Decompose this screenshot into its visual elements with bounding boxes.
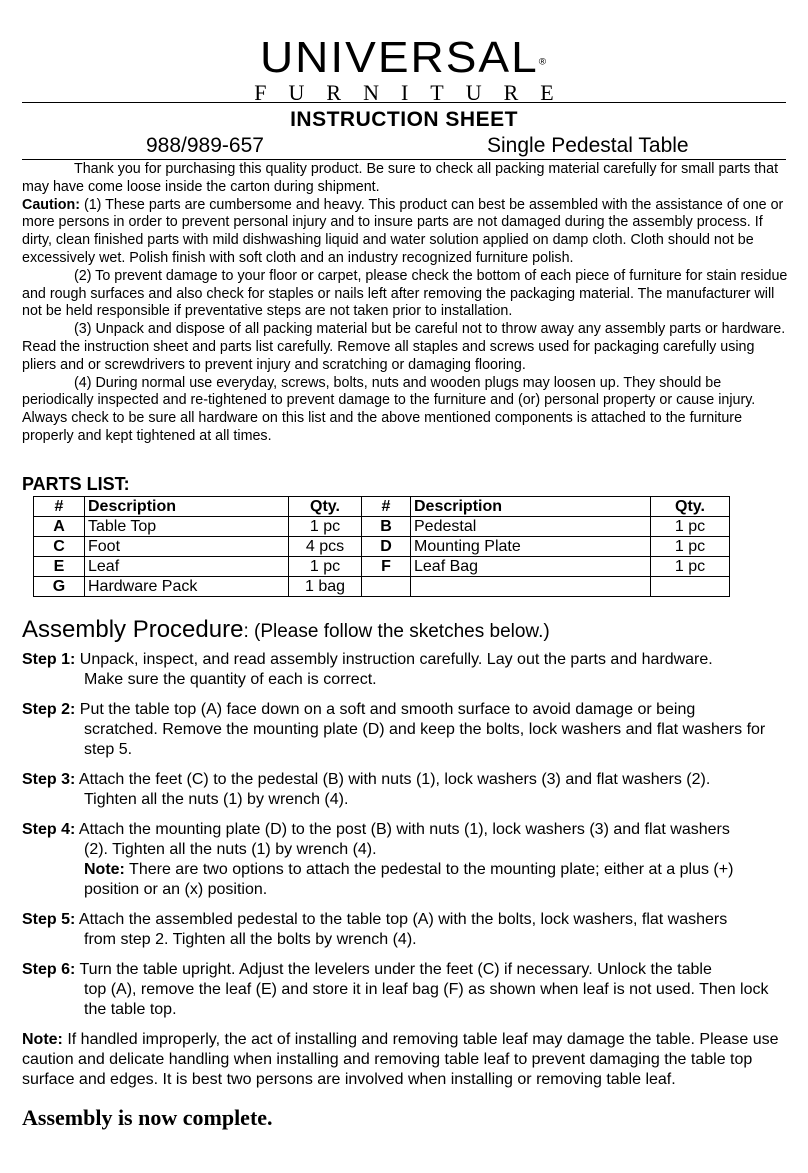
step-4: Step 4: Attach the mounting plate (D) to the post (B) with nuts (1), lock washers (3) and flat washers (2). Tighten all the nuts (1) by wrench (4). Note: There are two options to attach the pedestal to the mounting plate; either at a plus (+) position or an (x) position. [22,820,792,900]
part-description: Foot [85,537,289,557]
assembly-subheading: : (Please follow the sketches below.) [243,621,550,642]
leaf-note: Note: If handled improperly, the act of installing and removing table leaf may damage the table. Please use caution and delicate handling when installing and removing table leaf to prevent damaging the table top surface and edges. It is best two persons are involved when installing or removing table leaf. [22,1031,779,1088]
completion-message: Assembly is now complete. [22,1105,273,1130]
brand-logo [0,34,808,104]
step-6: Step 6: Turn the table upright. Adjust the levelers under the feet (C) if necessary. Unlock the table top (A), remove the leaf (E) and store it in leaf bag (F) as shown when leaf is not used. Then lock the table top. [22,961,769,1018]
caution-1: Caution: (1) These parts are cumbersome and heavy. This product can best be assembled with the assistance of one or more persons in order to prevent personal injury and to insure parts are not damaged during the assembly process. If dirty, clean finished parts with mild dishwashing liquid and water solution applied on damp cloth. Cloth should not be excessively wet. Polish finish with soft cloth and an industry recognized furniture polish. [22,196,784,266]
model-number: 988/989-657 [146,134,264,157]
table-row [34,557,730,577]
intro-text [22,161,792,446]
step-label: Step 1: [22,651,76,668]
part-description: Pedestal [411,517,651,537]
caution-2: (2) To prevent damage to your floor or carpet, please check the bottom of each piece of furniture for stain residue and rough surfaces and also check for staples or nails left after removing the packaging material. The manufacturer will not be held responsible if preventative steps are not taken prior to installation. [22,267,788,320]
table-row [34,537,730,557]
part-qty: 4 pcs [289,537,362,557]
step-3: Step 3: Attach the feet (C) to the pedestal (B) with nuts (1), lock washers (3) and flat washers (2). Tighten all the nuts (1) by wrench (4). [22,771,711,808]
note-label: Note: [22,1031,63,1048]
part-description: Mounting Plate [411,537,651,557]
table-row [34,577,730,597]
part-id: G [34,577,85,597]
header-rule-top [22,102,786,103]
header-rule-bottom [22,159,786,160]
assembly-steps [22,650,792,1090]
step-label: Step 5: [22,911,76,928]
part-id: A [34,517,85,537]
parts-list-heading: PARTS LIST: [22,474,130,494]
header-cell: Qty. [289,497,362,517]
header-cell: Qty. [651,497,730,517]
part-qty: 1 pc [651,557,730,577]
header-cell: # [34,497,85,517]
page-title: INSTRUCTION SHEET [290,108,518,131]
caution-label: Caution: [22,196,80,213]
part-qty: 1 pc [651,517,730,537]
product-name: Single Pedestal Table [487,134,689,157]
part-qty [651,577,730,597]
parts-table [33,496,730,597]
step-label: Step 6: [22,961,76,978]
logo-subtitle: FURNITURE [254,80,576,105]
part-id: C [34,537,85,557]
step-label: Step 3: [22,771,76,788]
table-row [34,517,730,537]
registered-mark: ® [538,57,549,68]
step-4-note: Note: There are two options to attach the pedestal to the mounting plate; either at a plus (+) position or an (x) position. [84,861,734,898]
part-qty: 1 bag [289,577,362,597]
part-id: B [362,517,411,537]
part-qty: 1 pc [289,517,362,537]
part-id: F [362,557,411,577]
parts-header-row [34,497,730,517]
part-description: Leaf Bag [411,557,651,577]
part-description: Leaf [85,557,289,577]
caution-4: (4) During normal use everyday, screws, bolts, nuts and wooden plugs may loosen up. They should be periodically inspected and re-tightened to prevent damage to the furniture and (or) personal property or cause injury. Always check to be sure all hardware on this list and the above mentioned components is attached to the furniture properly and kept tightened at all times. [22,374,756,444]
part-description [411,577,651,597]
intro-thanks: Thank you for purchasing this quality product. Be sure to check all packing material carefully for small parts that may have come loose inside the carton during shipment. [22,161,779,195]
part-id: E [34,557,85,577]
step-label: Step 4: [22,821,76,838]
caution-3: (3) Unpack and dispose of all packing material but be careful not to throw away any assembly parts or hardware. Read the instruction sheet and parts list carefully. Remove all staples and screws used for packaging carefully using pliers and or screwdrivers to prevent injury and scratching or damaging flooring. [22,321,786,373]
part-id: D [362,537,411,557]
header-cell: Description [85,497,289,517]
part-qty: 1 pc [651,537,730,557]
assembly-heading: Assembly Procedure: (Please follow the sketches below.) [22,616,550,643]
part-description: Hardware Pack [85,577,289,597]
step-label: Step 2: [22,701,76,718]
logo-brand-name: UNIVERSAL® [259,32,549,82]
step-1: Step 1: Unpack, inspect, and read assembly instruction carefully. Lay out the parts and hardware. Make sure the quantity of each is correct. [22,651,713,688]
header-cell: # [362,497,411,517]
step-2: Step 2: Put the table top (A) face down on a soft and smooth surface to avoid damage or being scratched. Remove the mounting plate (D) and keep the bolts, lock washers and flat washers for step 5. [22,701,766,758]
part-description: Table Top [85,517,289,537]
step-5: Step 5: Attach the assembled pedestal to the table top (A) with the bolts, lock washers, flat washers from step 2. Tighten all the bolts by wrench (4). [22,911,728,948]
header-cell: Description [411,497,651,517]
part-qty: 1 pc [289,557,362,577]
part-id [362,577,411,597]
